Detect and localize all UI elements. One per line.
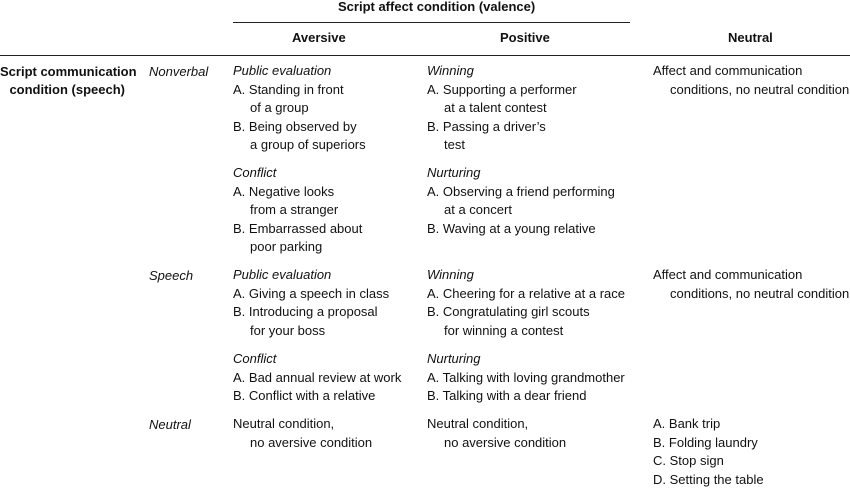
cell-title: Winning: [427, 63, 474, 78]
cell-line: B. Embarrassed about: [233, 220, 363, 236]
nonverbal-neutral: [653, 62, 849, 99]
cell-line: Neutral condition,: [427, 416, 529, 431]
cell-line: test: [444, 137, 465, 153]
cell-line: Affect and communication: [653, 267, 803, 282]
cell-line: A. Standing in front: [233, 81, 344, 97]
cell-line: A. Supporting a performer: [427, 81, 577, 97]
cell-line: B. Introducing a proposal: [233, 304, 378, 320]
cell-line: Neutral condition,: [233, 416, 335, 431]
cell-line: for your boss: [250, 322, 326, 338]
cell-line: no aversive condition: [250, 434, 373, 450]
nonverbal-aversive-2: [233, 164, 362, 257]
cell-title: Public evaluation: [233, 267, 332, 282]
neutral-aversive: [233, 415, 372, 452]
cell-line: B. Talking with a dear friend: [427, 388, 587, 404]
super-header-rule: [233, 22, 630, 23]
cell-title: Nurturing: [427, 165, 481, 180]
cell-line: C. Stop sign: [653, 453, 724, 469]
cell-line: A. Giving a speech in class: [233, 285, 390, 301]
speech-positive-1: [427, 266, 625, 340]
cell-line: Affect and communication: [653, 63, 803, 78]
col-header-neutral: Neutral: [728, 30, 773, 45]
cell-line: for winning a contest: [444, 322, 564, 338]
neutral-positive: [427, 415, 566, 452]
cell-title: Conflict: [233, 165, 277, 180]
cell-line: B. Folding laundry: [653, 434, 758, 450]
cell-line: A. Bad annual review at work: [233, 369, 402, 385]
cell-line: B. Conflict with a relative: [233, 388, 376, 404]
row-title-line-1: Script communication: [0, 64, 137, 79]
cell-line: B. Waving at a young relative: [427, 220, 596, 236]
row-label-nonverbal: Nonverbal: [149, 64, 209, 79]
row-title-line-2: condition (speech): [9, 82, 125, 97]
cell-line: a group of superiors: [250, 137, 366, 153]
cell-line: A. Cheering for a relative at a race: [427, 285, 625, 301]
neutral-neutral: [653, 415, 764, 489]
speech-neutral: [653, 266, 849, 303]
cell-line: of a group: [250, 100, 309, 116]
cell-line: from a stranger: [250, 202, 339, 218]
nonverbal-positive-2: [427, 164, 615, 238]
cell-line: A. Talking with loving grandmother: [427, 369, 625, 385]
cell-line: at a talent contest: [444, 100, 547, 116]
col-header-aversive: Aversive: [292, 30, 346, 45]
col-header-positive: Positive: [500, 30, 550, 45]
cell-line: A. Observing a friend performing: [427, 183, 615, 199]
nonverbal-positive-1: [427, 62, 577, 155]
row-label-speech: Speech: [149, 268, 194, 283]
cell-line: poor parking: [250, 239, 323, 255]
cell-title: Nurturing: [427, 351, 481, 366]
header-rule: [0, 55, 850, 56]
cell-line: B. Passing a driver’s: [427, 118, 546, 134]
cell-title: Winning: [427, 267, 474, 282]
super-header: Script affect condition (valence): [338, 0, 536, 14]
row-label-neutral: Neutral: [149, 417, 191, 432]
cell-line: A. Negative looks: [233, 183, 335, 199]
cell-line: B. Congratulating girl scouts: [427, 304, 590, 320]
speech-positive-2: [427, 350, 625, 406]
cell-line: no aversive condition: [444, 434, 567, 450]
cell-line: D. Setting the table: [653, 471, 764, 487]
cell-title: Conflict: [233, 351, 277, 366]
speech-aversive-1: [233, 266, 389, 340]
cell-line: B. Being observed by: [233, 118, 357, 134]
cell-line: A. Bank trip: [653, 416, 721, 431]
speech-aversive-2: [233, 350, 401, 406]
cell-line: conditions, no neutral condition: [670, 285, 850, 301]
cell-title: Public evaluation: [233, 63, 332, 78]
cell-line: at a concert: [444, 202, 512, 218]
cell-line: conditions, no neutral condition: [670, 81, 850, 97]
nonverbal-aversive-1: [233, 62, 366, 155]
